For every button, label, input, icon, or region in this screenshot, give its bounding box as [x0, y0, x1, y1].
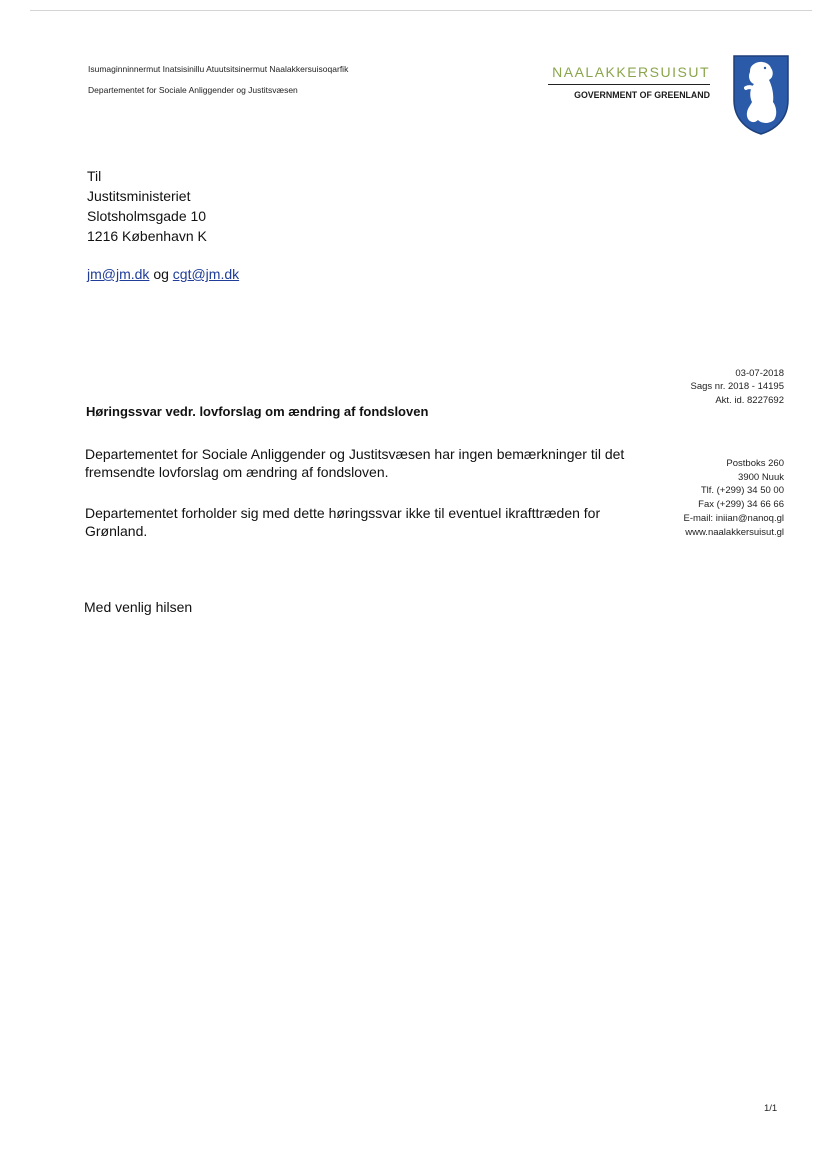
- paragraph-2-line-1: Departementet forholder sig med dette høringssvar ikke til eventuel ikrafttræden for: [85, 505, 601, 521]
- paragraph-1-line-1: Departementet for Sociale Anliggender og Justitsvæsen har ingen bemærkninger til det: [85, 446, 625, 462]
- sender-fax: Fax (+299) 34 66 66: [698, 499, 784, 510]
- page-top-rule: [30, 10, 812, 11]
- email-link-jm[interactable]: jm@jm.dk: [87, 266, 150, 282]
- case-date: 03-07-2018: [735, 368, 784, 379]
- sender-city: 3900 Nuuk: [738, 472, 784, 483]
- sender-website: www.naalakkersuisut.gl: [685, 527, 784, 538]
- polar-bear-crest-icon: [732, 54, 790, 136]
- header-department-greenlandic: Isumaginninnermut Inatsisinillu Atuutsitsinermut Naalakkersuisoqarfik: [88, 64, 349, 74]
- paragraph-2-line-2: Grønland.: [85, 523, 148, 539]
- recipient-city: 1216 København K: [87, 228, 207, 244]
- closing-greeting: Med venlig hilsen: [84, 599, 193, 615]
- letter-subject: Høringssvar vedr. lovforslag om ændring af fondsloven: [86, 404, 429, 419]
- sender-email: E-mail: iniian@nanoq.gl: [683, 513, 784, 524]
- brand-divider: [548, 84, 710, 85]
- case-number: Sags nr. 2018 - 14195: [690, 381, 784, 392]
- recipient-to: Til: [87, 168, 102, 184]
- paragraph-1-line-2: fremsendte lovforslag om ændring af fondsloven.: [85, 464, 389, 480]
- recipient-name: Justitsministeriet: [87, 188, 191, 204]
- email-link-cgt[interactable]: cgt@jm.dk: [172, 266, 240, 282]
- sender-phone: Tlf. (+299) 34 50 00: [700, 485, 784, 496]
- brand-name: NAALAKKERSUISUT: [552, 64, 710, 80]
- sender-postbox: Postboks 260: [726, 458, 784, 469]
- email-connector: og: [153, 266, 169, 282]
- recipient-street: Slotsholmsgade 10: [87, 208, 207, 224]
- brand-subtitle: GOVERNMENT OF GREENLAND: [574, 90, 710, 100]
- header-department-danish: Departementet for Sociale Anliggender og Justitsvæsen: [88, 85, 298, 95]
- case-akt-id: Akt. id. 8227692: [715, 395, 784, 406]
- page-number: 1/1: [764, 1103, 778, 1114]
- email-line: [87, 266, 239, 282]
